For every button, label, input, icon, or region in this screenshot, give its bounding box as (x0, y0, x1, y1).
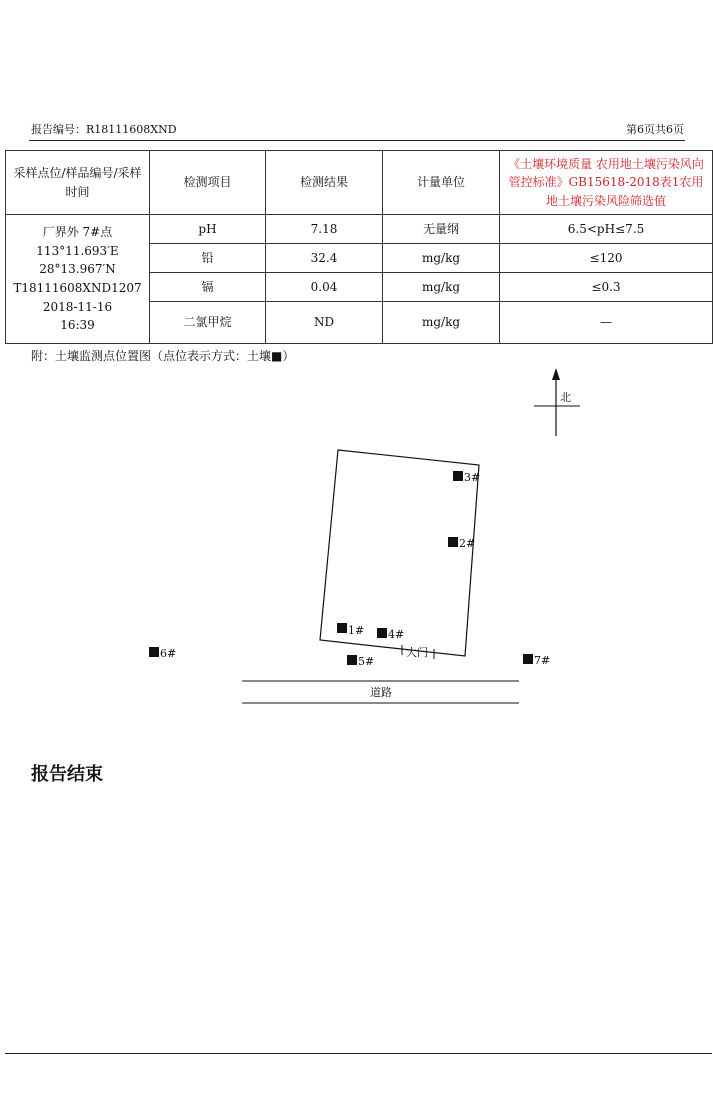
sample-longitude: 113°11.693′E (36, 243, 119, 258)
point-2-marker (448, 537, 458, 547)
report-end: 报告结束 (31, 764, 103, 785)
header-unit: 计量单位 (383, 151, 500, 215)
row-limit: 6.5<pH≤7.5 (500, 215, 713, 244)
header-standard: 《土壤环境质量 农用地土壤污染风向管控标准》GB15618-2018表1农用地土壤污染风险筛选值 (500, 151, 713, 215)
row-limit: — (500, 302, 713, 344)
sample-date: 2018-11-16 (42, 299, 113, 314)
sample-location: 厂界外 7#点 (42, 225, 113, 240)
row-item: 二氯甲烷 (150, 302, 266, 344)
header-result: 检测结果 (266, 151, 383, 215)
north-arrow-icon (534, 368, 580, 436)
point-4-marker (377, 628, 387, 638)
footer-divider (5, 1053, 712, 1054)
header-item: 检测项目 (150, 151, 266, 215)
report-number: 报告编号：R18111608XND (31, 123, 177, 136)
point-1-label: 1# (348, 624, 365, 637)
point-6-marker (149, 647, 159, 657)
row-unit: mg/kg (383, 273, 500, 302)
point-3-marker (453, 471, 463, 481)
row-item: 铅 (150, 244, 266, 273)
point-7-label: 7# (534, 654, 551, 667)
north-label: 北 (560, 391, 571, 404)
point-3-label: 3# (464, 471, 481, 484)
row-unit: mg/kg (383, 302, 500, 344)
point-5-marker (347, 655, 357, 665)
sample-id: T18111608XND1207 (13, 281, 142, 295)
row-item: 镉 (150, 273, 266, 302)
map-note: 附：土壤监测点位置图（点位表示方式：土壤■） (31, 349, 295, 363)
row-item: pH (150, 215, 266, 244)
sample-latitude: 28°13.967′N (39, 262, 116, 277)
gate-label: 大门 (406, 646, 428, 659)
point-1-marker (337, 623, 347, 633)
row-result: ND (266, 302, 383, 344)
row-result: 0.04 (266, 273, 383, 302)
row-unit: 无量纲 (383, 215, 500, 244)
point-7-marker (523, 654, 533, 664)
point-2-label: 2# (459, 537, 476, 550)
sample-time: 16:39 (60, 318, 95, 333)
point-4-label: 4# (388, 628, 405, 641)
point-6-label: 6# (160, 647, 177, 660)
row-unit: mg/kg (383, 244, 500, 273)
point-5-label: 5# (358, 655, 375, 668)
page-info: 第6页共6页 (626, 123, 684, 136)
row-limit: ≤120 (500, 244, 713, 273)
header-sample: 采样点位/样品编号/采样时间 (6, 151, 150, 215)
row-result: 7.18 (266, 215, 383, 244)
row-result: 32.4 (266, 244, 383, 273)
road-label: 道路 (370, 686, 392, 699)
row-limit: ≤0.3 (500, 273, 713, 302)
